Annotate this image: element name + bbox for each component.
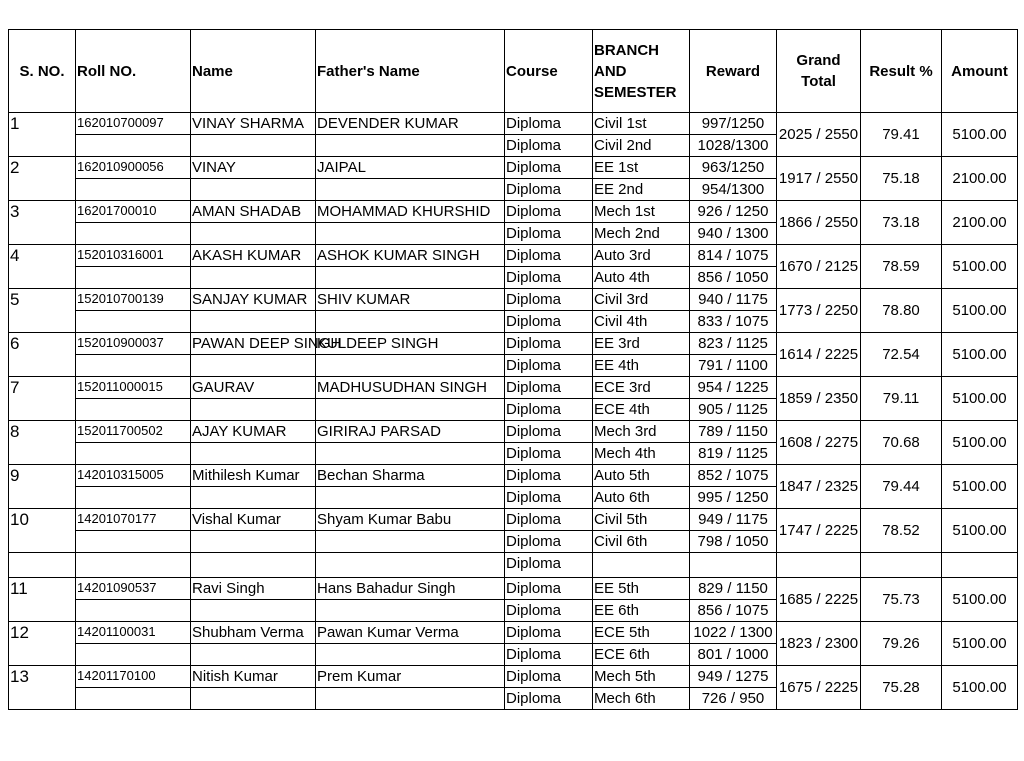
roll-number-empty	[76, 644, 191, 666]
student-name: SANJAY KUMAR	[191, 289, 316, 311]
amount: 2100.00	[942, 157, 1018, 201]
result-percent: 75.18	[861, 157, 942, 201]
grand-total: 1608 / 2275	[777, 421, 861, 465]
father-name-empty	[316, 135, 505, 157]
student-name-empty	[191, 399, 316, 421]
student-name-empty	[191, 688, 316, 710]
result-percent: 72.54	[861, 333, 942, 377]
course: Diploma	[505, 355, 593, 377]
course: Diploma	[505, 487, 593, 509]
roll-number: 14201170100	[76, 666, 191, 688]
father-name: Prem Kumar	[316, 666, 505, 688]
student-row	[9, 245, 1018, 267]
result-percent: 73.18	[861, 201, 942, 245]
branch-semester: Auto 5th	[593, 465, 690, 487]
reward: 940 / 1300	[690, 223, 777, 245]
result-percent: 70.68	[861, 421, 942, 465]
father-name: Pawan Kumar Verma	[316, 622, 505, 644]
reward: 823 / 1125	[690, 333, 777, 355]
roll-number: 152010316001	[76, 245, 191, 267]
course: Diploma	[505, 443, 593, 465]
course: Diploma	[505, 135, 593, 157]
reward: 856 / 1075	[690, 600, 777, 622]
roll-number-empty	[76, 311, 191, 333]
branch-semester: EE 6th	[593, 600, 690, 622]
roll-number: 152011000015	[76, 377, 191, 399]
branch-semester: Mech 6th	[593, 688, 690, 710]
father-name: ASHOK KUMAR SINGH	[316, 245, 505, 267]
course: Diploma	[505, 465, 593, 487]
student-row	[9, 465, 1018, 487]
result-percent: 79.44	[861, 465, 942, 509]
header-roll: Roll NO.	[76, 30, 191, 113]
serial-number: 5	[9, 289, 76, 333]
reward: 949 / 1175	[690, 509, 777, 531]
father-name-empty	[316, 179, 505, 201]
amount: 5100.00	[942, 421, 1018, 465]
empty-cell	[593, 553, 690, 578]
student-row	[9, 289, 1018, 311]
grand-total: 1773 / 2250	[777, 289, 861, 333]
roll-number-empty	[76, 487, 191, 509]
student-name-empty	[191, 644, 316, 666]
result-percent: 75.28	[861, 666, 942, 710]
roll-number: 14201070177	[76, 509, 191, 531]
student-row	[9, 622, 1018, 644]
course: Diploma	[505, 245, 593, 267]
empty-cell	[9, 553, 76, 578]
roll-number-empty	[76, 135, 191, 157]
grand-total: 2025 / 2550	[777, 113, 861, 157]
reward: 954/1300	[690, 179, 777, 201]
student-name-empty	[191, 223, 316, 245]
father-name: Bechan Sharma	[316, 465, 505, 487]
result-percent: 75.73	[861, 578, 942, 622]
student-name: PAWAN DEEP SINGH	[191, 333, 316, 355]
student-name-empty	[191, 355, 316, 377]
branch-semester: Civil 6th	[593, 531, 690, 553]
student-name-empty	[191, 135, 316, 157]
reward: 940 / 1175	[690, 289, 777, 311]
roll-number-empty	[76, 531, 191, 553]
results-table	[8, 29, 1018, 710]
result-percent: 78.80	[861, 289, 942, 333]
roll-number: 16201700010	[76, 201, 191, 223]
empty-cell	[777, 553, 861, 578]
grand-total: 1866 / 2550	[777, 201, 861, 245]
student-row	[9, 113, 1018, 135]
roll-number-empty	[76, 179, 191, 201]
reward: 905 / 1125	[690, 399, 777, 421]
branch-semester: Civil 4th	[593, 311, 690, 333]
father-name-empty	[316, 487, 505, 509]
course: Diploma	[505, 157, 593, 179]
course: Diploma	[505, 553, 593, 578]
grand-total: 1859 / 2350	[777, 377, 861, 421]
student-name: Shubham Verma	[191, 622, 316, 644]
branch-semester: EE 5th	[593, 578, 690, 600]
header-sno: S. NO.	[9, 30, 76, 113]
result-percent: 79.41	[861, 113, 942, 157]
father-name-empty	[316, 355, 505, 377]
father-name: MADHUSUDHAN SINGH	[316, 377, 505, 399]
serial-number: 12	[9, 622, 76, 666]
student-name-empty	[191, 267, 316, 289]
course: Diploma	[505, 399, 593, 421]
branch-semester: EE 1st	[593, 157, 690, 179]
course: Diploma	[505, 509, 593, 531]
result-percent: 79.11	[861, 377, 942, 421]
grand-total: 1675 / 2225	[777, 666, 861, 710]
branch-semester: EE 4th	[593, 355, 690, 377]
amount: 5100.00	[942, 245, 1018, 289]
student-row	[9, 201, 1018, 223]
student-row	[9, 666, 1018, 688]
amount: 5100.00	[942, 622, 1018, 666]
amount: 2100.00	[942, 201, 1018, 245]
header-row	[9, 30, 1018, 113]
header-reward: Reward	[690, 30, 777, 113]
student-row	[9, 421, 1018, 443]
grand-total: 1747 / 2225	[777, 509, 861, 553]
serial-number: 1	[9, 113, 76, 157]
branch-semester: Mech 4th	[593, 443, 690, 465]
father-name-empty	[316, 600, 505, 622]
student-name-empty	[191, 443, 316, 465]
student-name: Mithilesh Kumar	[191, 465, 316, 487]
branch-semester: ECE 5th	[593, 622, 690, 644]
header-result-percent: Result %	[861, 30, 942, 113]
amount: 5100.00	[942, 333, 1018, 377]
father-name: DEVENDER KUMAR	[316, 113, 505, 135]
grand-total: 1823 / 2300	[777, 622, 861, 666]
serial-number: 3	[9, 201, 76, 245]
father-name: GIRIRAJ PARSAD	[316, 421, 505, 443]
extra-row	[9, 553, 1018, 578]
branch-semester: Mech 1st	[593, 201, 690, 223]
result-percent: 78.59	[861, 245, 942, 289]
branch-semester: Mech 5th	[593, 666, 690, 688]
father-name: SHIV KUMAR	[316, 289, 505, 311]
header-course: Course	[505, 30, 593, 113]
reward: 954 / 1225	[690, 377, 777, 399]
grand-total: 1685 / 2225	[777, 578, 861, 622]
reward: 833 / 1075	[690, 311, 777, 333]
reward: 726 / 950	[690, 688, 777, 710]
reward: 801 / 1000	[690, 644, 777, 666]
roll-number-empty	[76, 600, 191, 622]
roll-number-empty	[76, 355, 191, 377]
branch-semester: Auto 4th	[593, 267, 690, 289]
amount: 5100.00	[942, 666, 1018, 710]
course: Diploma	[505, 289, 593, 311]
branch-semester: Auto 6th	[593, 487, 690, 509]
grand-total: 1917 / 2550	[777, 157, 861, 201]
course: Diploma	[505, 578, 593, 600]
student-row	[9, 377, 1018, 399]
branch-semester: EE 2nd	[593, 179, 690, 201]
father-name-empty	[316, 267, 505, 289]
serial-number: 6	[9, 333, 76, 377]
empty-cell	[191, 553, 316, 578]
branch-semester: ECE 4th	[593, 399, 690, 421]
branch-semester: EE 3rd	[593, 333, 690, 355]
reward: 856 / 1050	[690, 267, 777, 289]
serial-number: 4	[9, 245, 76, 289]
father-name-empty	[316, 531, 505, 553]
serial-number: 8	[9, 421, 76, 465]
student-row	[9, 157, 1018, 179]
roll-number: 14201090537	[76, 578, 191, 600]
empty-cell	[690, 553, 777, 578]
header-father-name: Father's Name	[316, 30, 505, 113]
reward: 997/1250	[690, 113, 777, 135]
empty-cell	[316, 553, 505, 578]
amount: 5100.00	[942, 113, 1018, 157]
header-amount: Amount	[942, 30, 1018, 113]
course: Diploma	[505, 666, 593, 688]
student-name: Vishal Kumar	[191, 509, 316, 531]
reward: 814 / 1075	[690, 245, 777, 267]
result-percent: 78.52	[861, 509, 942, 553]
header-branch-semester: BRANCH AND SEMESTER	[593, 30, 690, 113]
student-row	[9, 333, 1018, 355]
father-name-empty	[316, 311, 505, 333]
amount: 5100.00	[942, 289, 1018, 333]
student-name: VINAY	[191, 157, 316, 179]
student-name: Ravi Singh	[191, 578, 316, 600]
father-name: Hans Bahadur Singh	[316, 578, 505, 600]
amount: 5100.00	[942, 377, 1018, 421]
course: Diploma	[505, 644, 593, 666]
course: Diploma	[505, 377, 593, 399]
roll-number: 152010900037	[76, 333, 191, 355]
branch-semester: Civil 3rd	[593, 289, 690, 311]
branch-semester: Civil 1st	[593, 113, 690, 135]
roll-number: 162010700097	[76, 113, 191, 135]
roll-number-empty	[76, 267, 191, 289]
roll-number: 142010315005	[76, 465, 191, 487]
amount: 5100.00	[942, 578, 1018, 622]
student-name-empty	[191, 179, 316, 201]
reward: 829 / 1150	[690, 578, 777, 600]
reward: 926 / 1250	[690, 201, 777, 223]
header-name: Name	[191, 30, 316, 113]
father-name-empty	[316, 688, 505, 710]
student-row	[9, 509, 1018, 531]
serial-number: 10	[9, 509, 76, 553]
student-name: GAURAV	[191, 377, 316, 399]
student-name: AMAN SHADAB	[191, 201, 316, 223]
student-name-empty	[191, 531, 316, 553]
amount: 5100.00	[942, 465, 1018, 509]
roll-number-empty	[76, 399, 191, 421]
course: Diploma	[505, 600, 593, 622]
reward: 1028/1300	[690, 135, 777, 157]
branch-semester: Auto 3rd	[593, 245, 690, 267]
father-name: KULDEEP SINGH	[316, 333, 505, 355]
branch-semester: ECE 6th	[593, 644, 690, 666]
father-name-empty	[316, 223, 505, 245]
course: Diploma	[505, 333, 593, 355]
roll-number-empty	[76, 443, 191, 465]
reward: 995 / 1250	[690, 487, 777, 509]
serial-number: 2	[9, 157, 76, 201]
course: Diploma	[505, 421, 593, 443]
reward: 798 / 1050	[690, 531, 777, 553]
course: Diploma	[505, 267, 593, 289]
grand-total: 1670 / 2125	[777, 245, 861, 289]
branch-semester: Mech 3rd	[593, 421, 690, 443]
course: Diploma	[505, 311, 593, 333]
father-name-empty	[316, 399, 505, 421]
reward: 963/1250	[690, 157, 777, 179]
empty-cell	[861, 553, 942, 578]
course: Diploma	[505, 179, 593, 201]
serial-number: 7	[9, 377, 76, 421]
header-grand-total: Grand Total	[777, 30, 861, 113]
roll-number-empty	[76, 223, 191, 245]
course: Diploma	[505, 223, 593, 245]
branch-semester: Civil 5th	[593, 509, 690, 531]
amount: 5100.00	[942, 509, 1018, 553]
reward: 1022 / 1300	[690, 622, 777, 644]
course: Diploma	[505, 688, 593, 710]
results-body	[9, 113, 1018, 710]
course: Diploma	[505, 113, 593, 135]
reward: 852 / 1075	[690, 465, 777, 487]
father-name-empty	[316, 443, 505, 465]
father-name-empty	[316, 644, 505, 666]
reward: 789 / 1150	[690, 421, 777, 443]
branch-semester: ECE 3rd	[593, 377, 690, 399]
course: Diploma	[505, 531, 593, 553]
father-name: MOHAMMAD KHURSHID	[316, 201, 505, 223]
serial-number: 13	[9, 666, 76, 710]
serial-number: 11	[9, 578, 76, 622]
student-name-empty	[191, 600, 316, 622]
branch-semester: Civil 2nd	[593, 135, 690, 157]
student-name: VINAY SHARMA	[191, 113, 316, 135]
student-name-empty	[191, 311, 316, 333]
student-name-empty	[191, 487, 316, 509]
student-row	[9, 578, 1018, 600]
grand-total: 1614 / 2225	[777, 333, 861, 377]
course: Diploma	[505, 201, 593, 223]
empty-cell	[942, 553, 1018, 578]
empty-cell	[76, 553, 191, 578]
father-name: Shyam Kumar Babu	[316, 509, 505, 531]
result-percent: 79.26	[861, 622, 942, 666]
reward: 949 / 1275	[690, 666, 777, 688]
student-name: AKASH KUMAR	[191, 245, 316, 267]
grand-total: 1847 / 2325	[777, 465, 861, 509]
reward: 791 / 1100	[690, 355, 777, 377]
roll-number-empty	[76, 688, 191, 710]
branch-semester: Mech 2nd	[593, 223, 690, 245]
student-name: Nitish Kumar	[191, 666, 316, 688]
roll-number: 152010700139	[76, 289, 191, 311]
roll-number: 14201100031	[76, 622, 191, 644]
student-name: AJAY KUMAR	[191, 421, 316, 443]
roll-number: 162010900056	[76, 157, 191, 179]
roll-number: 152011700502	[76, 421, 191, 443]
serial-number: 9	[9, 465, 76, 509]
reward: 819 / 1125	[690, 443, 777, 465]
course: Diploma	[505, 622, 593, 644]
father-name: JAIPAL	[316, 157, 505, 179]
